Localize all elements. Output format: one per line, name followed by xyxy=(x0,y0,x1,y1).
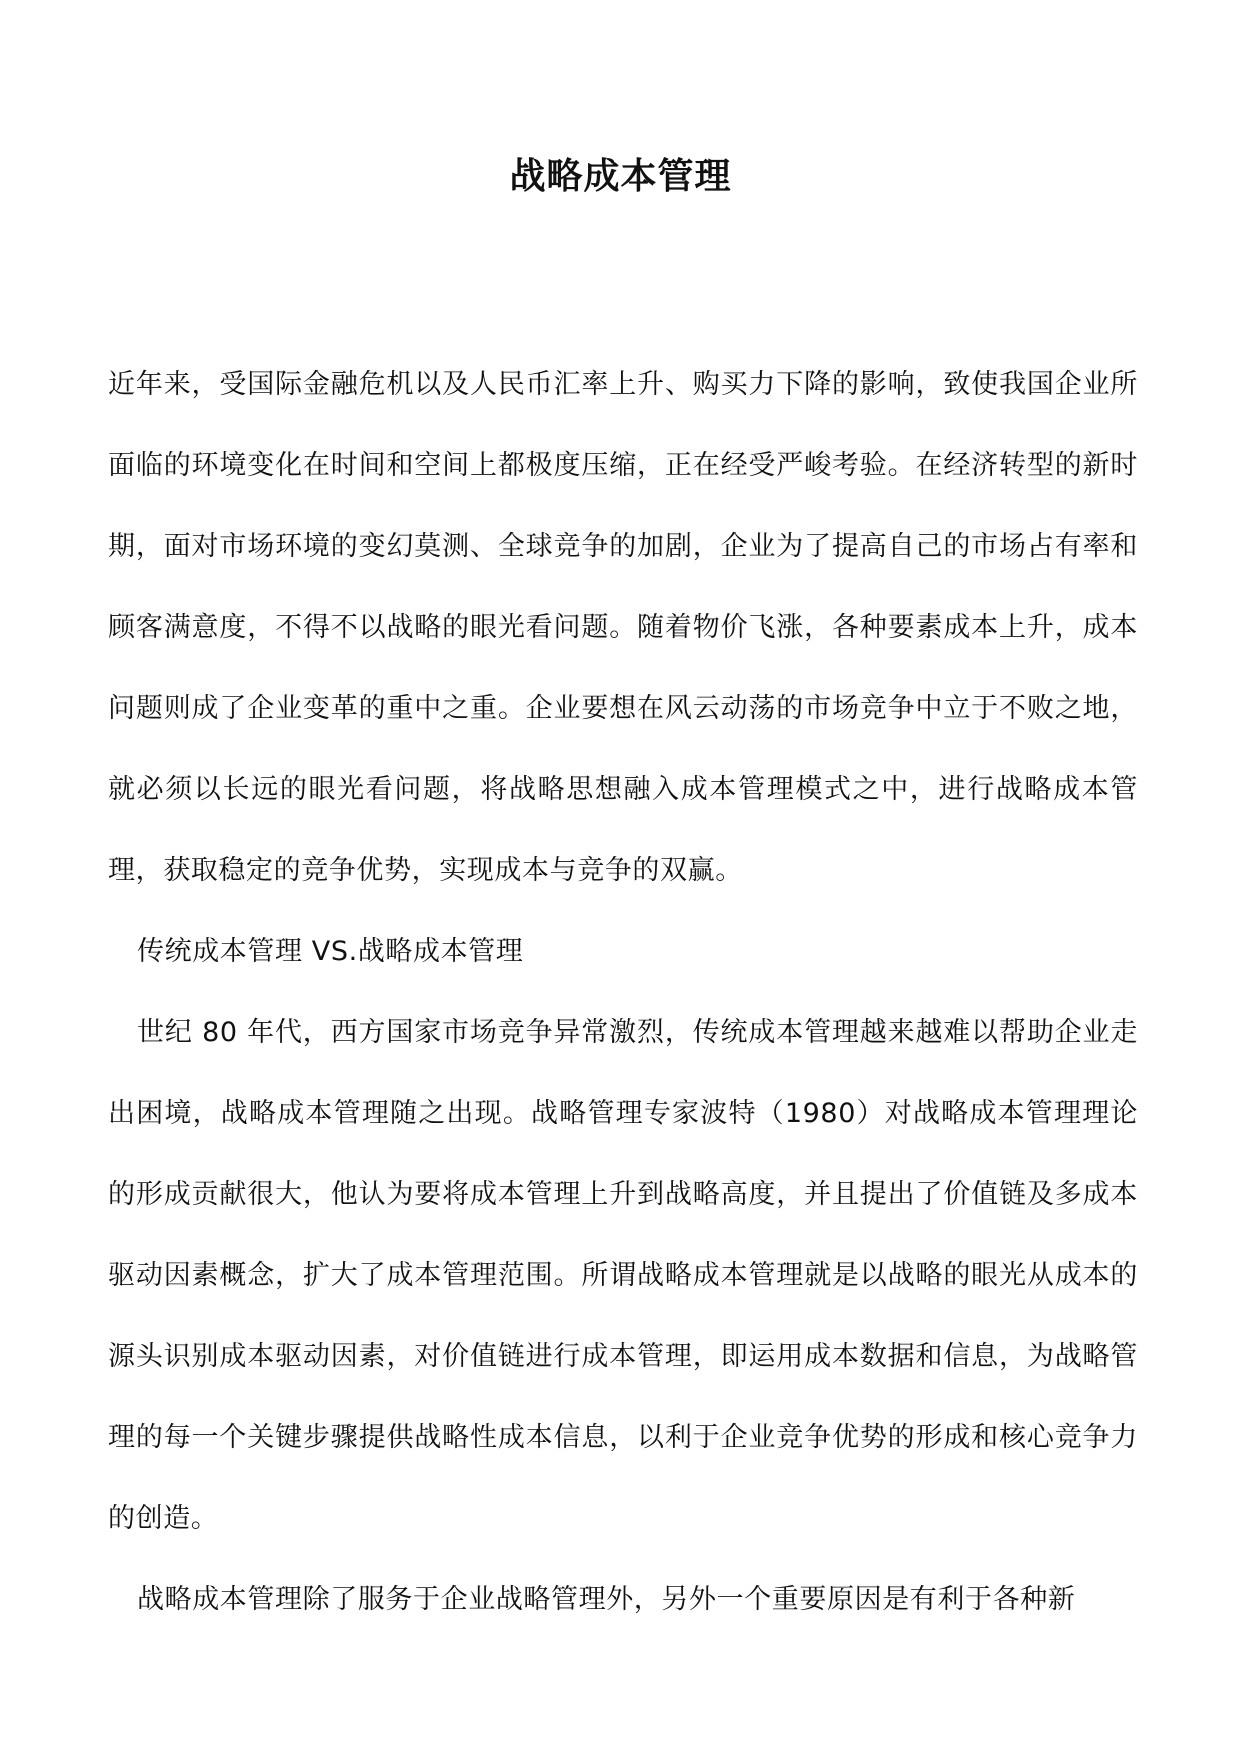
paragraph-continuation: 战略成本管理除了服务于企业战略管理外，另外一个重要原因是有利于各种新 xyxy=(137,1584,1076,1615)
section-heading: 传统成本管理 VS.战略成本管理 xyxy=(137,936,524,967)
document-title: 战略成本管理 xyxy=(509,156,732,197)
document-body xyxy=(108,344,1138,1640)
paragraph-intro: 近年来，受国际金融危机以及人民币汇率上升、购买力下降的影响，致使我国企业所面临的环境变化在时间和空间上都极度压缩，正在经受严峻考验。在经济转型的新时期，面对市场环境的变幻莫测、全球竞争的加剧，企业为了提高自己的市场占有率和顾客满意度，不得不以战略的眼光看问题。随着物价飞涨，各种要素成本上升，成本问题则成了企业变革的重中之重。企业要想在风云动荡的市场竞争中立于不败之地，就必须以长远的眼光看问题，将战略思想融入成本管理模式之中，进行战略成本管理，获取稳定的竞争优势，实现成本与竞争的双赢。 xyxy=(108,369,1138,886)
paragraph-history: 世纪 80 年代，西方国家市场竞争异常激烈，传统成本管理越来越难以帮助企业走出困境，战略成本管理随之出现。战略管理专家波特（1980）对战略成本管理理论的形成贡献很大，他认为要将成本管理上升到战略高度，并且提出了价值链及多成本驱动因素概念，扩大了成本管理范围。所谓战略成本管理就是以战略的眼光从成本的源头识别成本驱动因素，对价值链进行成本管理，即运用成本数据和信息，为战略管理的每一个关键步骤提供战略性成本信息，以利于企业竞争优势的形成和核心竞争力的创造。 xyxy=(108,1017,1138,1534)
